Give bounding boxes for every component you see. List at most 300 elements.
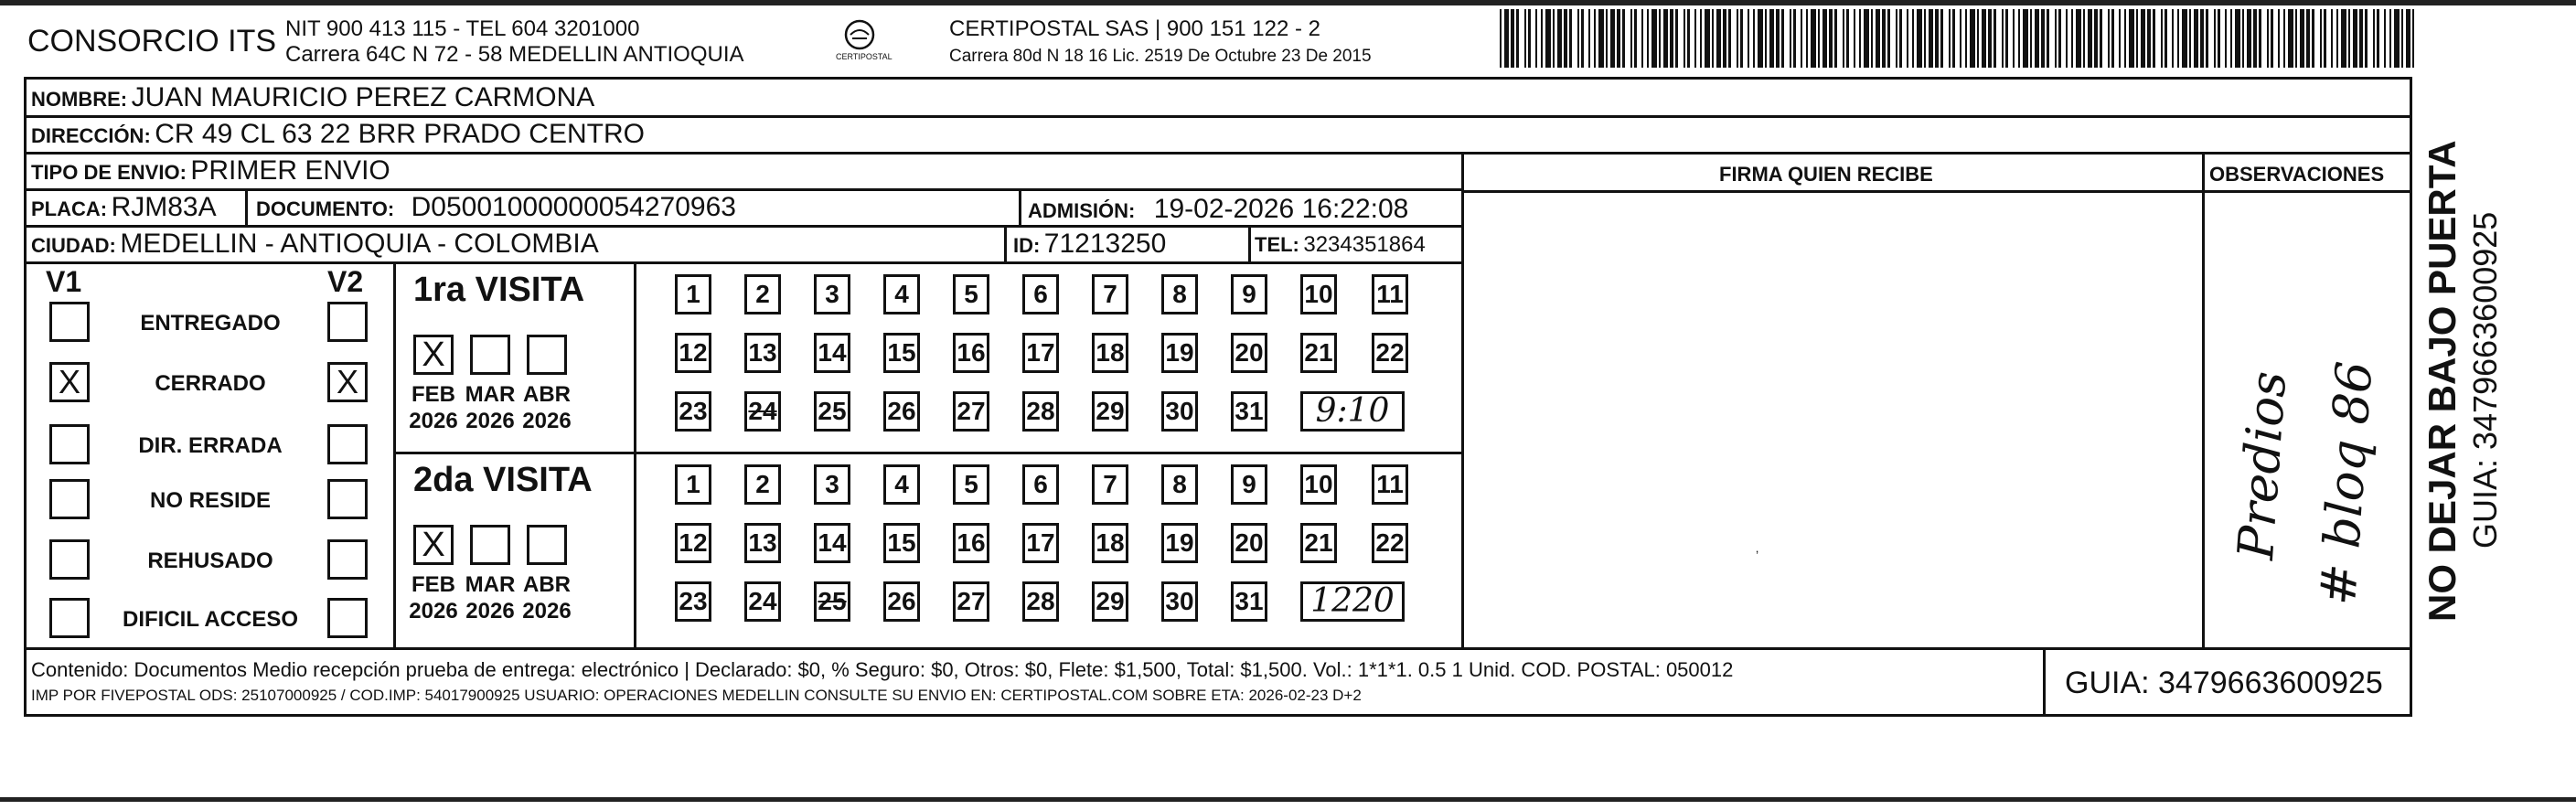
- barcode-bar: [1553, 9, 1555, 68]
- barcode-bar: [2377, 9, 2379, 68]
- barcode-bar: [1811, 9, 1816, 68]
- day-box[interactable]: 11: [1372, 464, 1408, 505]
- barcode-bar: [2182, 9, 2187, 68]
- barcode-bar: [1765, 9, 1767, 68]
- day-box[interactable]: 8: [1161, 464, 1198, 505]
- barcode-bar: [1940, 9, 1943, 68]
- rule: [1004, 225, 1007, 261]
- barcode-bar: [1965, 9, 1967, 68]
- barcode-bar: [1541, 9, 1543, 68]
- barcode-bar: [1641, 9, 1643, 68]
- barcode-bar: [1854, 9, 1855, 68]
- barcode-bar: [2384, 9, 2386, 68]
- barcode-bar: [1929, 9, 1933, 68]
- barcode-bar: [2124, 9, 2126, 68]
- barcode-bar: [1606, 9, 1608, 68]
- tipo-row: [31, 157, 390, 185]
- certipostal-logo-icon: [832, 18, 893, 66]
- barcode-bar: [1687, 9, 1690, 68]
- day-box[interactable]: 8: [1161, 274, 1198, 314]
- v1-checkbox[interactable]: X: [49, 362, 90, 402]
- barcode-bar: [2359, 9, 2363, 68]
- barcode-bar: [1670, 9, 1673, 68]
- barcode-bar: [1581, 9, 1584, 68]
- status-label: NO RESIDE: [149, 488, 272, 513]
- day-box[interactable]: 18: [1092, 333, 1128, 373]
- visit-title: 1ra VISITA: [413, 271, 585, 309]
- barcode-bar: [2331, 9, 2333, 68]
- day-box[interactable]: 23: [675, 581, 711, 622]
- barcode-bar: [2035, 9, 2039, 68]
- rule: [24, 261, 1461, 264]
- barcode-bar: [1545, 9, 1551, 68]
- barcode-bar: [1647, 9, 1649, 68]
- admision-value: 19-02-2026 16:22:08: [1153, 194, 1409, 224]
- month-checkbox[interactable]: X: [413, 525, 454, 565]
- barcode-bar: [1753, 9, 1755, 68]
- day-box[interactable]: 6: [1022, 274, 1059, 314]
- barcode-bar: [1846, 9, 1849, 68]
- barcode-bar: [2088, 9, 2092, 68]
- month-name: FEB: [412, 572, 455, 597]
- rule: [634, 261, 636, 647]
- barcode-bar: [1907, 9, 1908, 68]
- barcode-bar: [1516, 9, 1519, 68]
- tel-value: 3234351864: [1303, 232, 1426, 257]
- footer-guia: GUIA: 3479663600925: [2065, 666, 2383, 700]
- barcode-bar: [2320, 9, 2322, 68]
- bottom-edge: [0, 797, 2576, 802]
- barcode-bar: [2055, 9, 2057, 68]
- v2-checkbox[interactable]: [327, 424, 368, 464]
- nombre-row: [31, 84, 594, 112]
- barcode-bar: [1723, 9, 1726, 68]
- month-name: FEB: [412, 382, 455, 407]
- day-box[interactable]: 4: [883, 464, 920, 505]
- barcode-bar: [2235, 9, 2240, 68]
- day-box[interactable]: 14: [814, 333, 850, 373]
- barcode-bar: [1504, 9, 1509, 68]
- month-name: ABR: [523, 572, 571, 597]
- day-box[interactable]: 16: [953, 523, 989, 563]
- company-name: CONSORCIO ITS: [27, 24, 277, 59]
- month-name: ABR: [523, 382, 571, 407]
- v1-checkbox[interactable]: [49, 479, 90, 519]
- barcode-bar: [1737, 9, 1738, 68]
- visit-title: 2da VISITA: [413, 461, 593, 499]
- barcode-bar: [1896, 9, 1897, 68]
- company-address: Carrera 64C N 72 - 58 MEDELLIN ANTIOQUIA: [285, 42, 744, 67]
- carrier-name: CERTIPOSTAL SAS | 900 151 122 - 2: [949, 16, 1320, 41]
- barcode-bar: [2288, 9, 2293, 68]
- barcode-bar: [1535, 9, 1537, 68]
- day-box[interactable]: 4: [883, 274, 920, 314]
- barcode-bar: [1594, 9, 1596, 68]
- barcode-bar: [2206, 9, 2208, 68]
- barcode-bar: [1949, 9, 1951, 68]
- day-box[interactable]: 31: [1231, 391, 1267, 432]
- admision-label: ADMISIÓN:: [1028, 199, 1136, 222]
- day-box[interactable]: 12: [675, 523, 711, 563]
- month-label: [463, 382, 518, 435]
- barcode-bar: [2119, 9, 2121, 68]
- placa-label: PLACA:: [31, 197, 108, 220]
- barcode-bar: [1758, 9, 1763, 68]
- day-box[interactable]: 5: [953, 274, 989, 314]
- status-label: REHUSADO: [147, 549, 273, 573]
- day-box[interactable]: 15: [883, 333, 920, 373]
- day-box[interactable]: 13: [744, 333, 781, 373]
- day-box[interactable]: 27: [953, 581, 989, 622]
- barcode-bar: [2129, 9, 2134, 68]
- day-box[interactable]: 15: [883, 523, 920, 563]
- day-box[interactable]: 24: [744, 391, 781, 432]
- documento-value: D05001000000054270963: [411, 192, 736, 222]
- month-year: 2026: [409, 408, 458, 433]
- month-label: [406, 572, 461, 625]
- rule: [24, 647, 2412, 650]
- rule: [24, 115, 2412, 118]
- barcode-bar: [1993, 9, 1996, 68]
- month-label: [463, 572, 518, 625]
- barcode-bar: [2023, 9, 2028, 68]
- month-year: 2026: [522, 408, 572, 433]
- id-label: ID:: [1013, 234, 1041, 257]
- barcode-bar: [1912, 9, 1914, 68]
- barcode-bar: [2401, 9, 2403, 68]
- day-box[interactable]: 28: [1022, 581, 1059, 622]
- day-box[interactable]: 28: [1022, 391, 1059, 432]
- barcode-bar: [1598, 9, 1604, 68]
- day-box[interactable]: 25: [814, 581, 850, 622]
- barcode-bar: [1970, 9, 1975, 68]
- barcode-bar: [1663, 9, 1668, 68]
- day-box[interactable]: 22: [1372, 523, 1408, 563]
- barcode-bar: [2200, 9, 2204, 68]
- v2-checkbox[interactable]: [327, 479, 368, 519]
- barcode-bar: [2306, 9, 2310, 68]
- barcode-bar: [2336, 9, 2338, 68]
- barcode-bar: [1776, 9, 1780, 68]
- barcode-bar: [2083, 9, 2085, 68]
- day-box[interactable]: 18: [1092, 523, 1128, 563]
- day-box[interactable]: 20: [1231, 523, 1267, 563]
- barcode-bar: [1781, 9, 1784, 68]
- barcode-bar: [2253, 9, 2257, 68]
- day-box[interactable]: 5: [953, 464, 989, 505]
- day-box[interactable]: 14: [814, 523, 850, 563]
- v1-checkbox[interactable]: [49, 598, 90, 638]
- day-box[interactable]: 17: [1022, 523, 1059, 563]
- admision-row: [1028, 196, 1408, 223]
- status-label: DIR. ERRADA: [138, 433, 283, 458]
- barcode-bar: [2230, 9, 2232, 68]
- barcode-bar: [2194, 9, 2198, 68]
- day-box[interactable]: 7: [1092, 464, 1128, 505]
- barcode-bar: [2002, 9, 2004, 68]
- day-box[interactable]: 21: [1300, 333, 1337, 373]
- barcode-bar: [1818, 9, 1820, 68]
- barcode-bar: [1790, 9, 1791, 68]
- day-box[interactable]: 24: [744, 581, 781, 622]
- rule: [245, 188, 248, 225]
- barcode-bar: [1634, 9, 1637, 68]
- rule: [1019, 188, 1021, 225]
- barcode-bar: [2047, 9, 2049, 68]
- placa-row: [31, 194, 217, 221]
- firma-header: FIRMA QUIEN RECIBE: [1719, 163, 1933, 186]
- barcode-bar: [2218, 9, 2220, 68]
- barcode-bar: [1705, 9, 1710, 68]
- barcode-bar: [2214, 9, 2216, 68]
- day-box[interactable]: 13: [744, 523, 781, 563]
- barcode-bar: [2030, 9, 2032, 68]
- id-value: 71213250: [1043, 229, 1167, 259]
- tel-label: TEL:: [1255, 233, 1299, 256]
- barcode-bar: [2076, 9, 2081, 68]
- month-year: 2026: [465, 598, 515, 623]
- barcode-bar: [1793, 9, 1796, 68]
- no-dejar-bajo-puerta: NO DEJAR BAJO PUERTA: [2421, 140, 2464, 622]
- barcode-bar: [2242, 9, 2244, 68]
- direccion-row: [31, 121, 645, 148]
- logo-caption: CERTIPOSTAL: [836, 52, 893, 61]
- barcode-bar: [1899, 9, 1902, 68]
- handwritten-time: 1220: [1300, 581, 1405, 622]
- day-box[interactable]: 26: [883, 391, 920, 432]
- rule: [2043, 647, 2046, 717]
- barcode-bar: [1960, 9, 1961, 68]
- barcode-bar: [1524, 9, 1526, 68]
- rule: [24, 152, 2412, 155]
- barcode-bar: [1876, 9, 1880, 68]
- barcode-bar: [2373, 9, 2375, 68]
- day-box[interactable]: 9: [1231, 464, 1267, 505]
- day-box[interactable]: 7: [1092, 274, 1128, 314]
- barcode-bar: [1712, 9, 1714, 68]
- barcode-bar: [1728, 9, 1731, 68]
- rule: [24, 225, 1461, 228]
- barcode-bar: [2189, 9, 2191, 68]
- barcode-bar: [1859, 9, 1861, 68]
- day-box[interactable]: 19: [1161, 333, 1198, 373]
- barcode-bar: [1675, 9, 1678, 68]
- documento-label: DOCUMENTO:: [256, 197, 395, 220]
- ciudad-value: MEDELLIN - ANTIOQUIA - COLOMBIA: [120, 229, 599, 259]
- day-box[interactable]: 27: [953, 391, 989, 432]
- barcode-bar: [1716, 9, 1721, 68]
- month-year: 2026: [465, 408, 515, 433]
- month-label: [519, 382, 574, 435]
- barcode-bar: [2283, 9, 2285, 68]
- month-year: 2026: [522, 598, 572, 623]
- day-box[interactable]: 11: [1372, 274, 1408, 314]
- barcode-bar: [2353, 9, 2357, 68]
- barcode-bar: [1822, 9, 1827, 68]
- barcode-bar: [1864, 9, 1869, 68]
- barcode-bar: [2177, 9, 2179, 68]
- v2-checkbox[interactable]: [327, 302, 368, 342]
- barcode-bar: [1977, 9, 1979, 68]
- status-label: DIFICIL ACCESO: [122, 607, 298, 632]
- barcode-bar: [2136, 9, 2138, 68]
- v1-checkbox[interactable]: [49, 424, 90, 464]
- barcode-bar: [1569, 9, 1572, 68]
- barcode-bar: [2066, 9, 2068, 68]
- barcode-bar: [2225, 9, 2227, 68]
- v2-checkbox[interactable]: [327, 598, 368, 638]
- v1-checkbox[interactable]: [49, 302, 90, 342]
- month-checkbox[interactable]: [527, 335, 567, 375]
- nombre-value: JUAN MAURICIO PEREZ CARMONA: [131, 82, 595, 112]
- barcode-bar: [1806, 9, 1808, 68]
- day-box[interactable]: 12: [675, 333, 711, 373]
- day-box[interactable]: 3: [814, 464, 850, 505]
- rule: [1461, 152, 1464, 647]
- barcode-bar: [1748, 9, 1749, 68]
- rule: [1248, 225, 1251, 261]
- barcode-bar: [2412, 9, 2414, 68]
- day-box[interactable]: 3: [814, 274, 850, 314]
- day-box[interactable]: 1: [675, 274, 711, 314]
- barcode-bar: [2300, 9, 2304, 68]
- direccion-label: DIRECCIÓN:: [31, 124, 151, 147]
- footer-contenido: Contenido: Documentos Medio recepción prueba de entrega: electrónico | Declarado: $0, % Seguro: $0, Otros: $0, Flete: $1,500, Total: $1,500. Vol.: 1*1*1. 0.5 1 Unid. COD. POSTAL: 050012: [31, 658, 1734, 681]
- barcode-bar: [2005, 9, 2008, 68]
- barcode-bar: [1871, 9, 1873, 68]
- day-box[interactable]: 21: [1300, 523, 1337, 563]
- barcode-bar: [1617, 9, 1620, 68]
- barcode-bar: [2259, 9, 2261, 68]
- observation-handwriting-1: Predios: [2227, 368, 2298, 562]
- barcode-bar: [1801, 9, 1802, 68]
- barcode-bar: [1882, 9, 1886, 68]
- barcode-bar: [2406, 9, 2410, 68]
- barcode-bar: [1700, 9, 1702, 68]
- tipo-label: TIPO DE ENVIO:: [31, 161, 187, 184]
- barcode-bar: [1952, 9, 1955, 68]
- barcode-bar: [2071, 9, 2073, 68]
- day-box[interactable]: 2: [744, 274, 781, 314]
- day-box[interactable]: 31: [1231, 581, 1267, 622]
- barcode-bar: [2111, 9, 2114, 68]
- barcode-bar: [2324, 9, 2326, 68]
- observation-handwriting-2: # bloq 86: [2309, 359, 2384, 608]
- day-box[interactable]: 23: [675, 391, 711, 432]
- barcode-bar: [2153, 9, 2155, 68]
- barcode-bar: [1694, 9, 1696, 68]
- barcode-bar: [2094, 9, 2098, 68]
- day-box[interactable]: 25: [814, 391, 850, 432]
- barcode-bar: [2247, 9, 2251, 68]
- barcode-bar: [1577, 9, 1579, 68]
- barcode-bar: [2172, 9, 2174, 68]
- barcode-bar: [1630, 9, 1632, 68]
- barcode-bar: [2348, 9, 2350, 68]
- barcode-bar: [1924, 9, 1926, 68]
- day-box[interactable]: 26: [883, 581, 920, 622]
- barcode-bar: [2108, 9, 2110, 68]
- v1-label: V1: [46, 265, 82, 298]
- barcode-bar: [2278, 9, 2280, 68]
- month-checkbox[interactable]: [470, 525, 510, 565]
- day-box[interactable]: 1: [675, 464, 711, 505]
- barcode-bar: [2365, 9, 2368, 68]
- barcode-bar: [1935, 9, 1939, 68]
- barcode-bar: [1917, 9, 1922, 68]
- rule: [1461, 190, 2412, 193]
- barcode-bar: [2271, 9, 2273, 68]
- nombre-label: NOMBRE:: [31, 88, 128, 111]
- side-guia: GUIA: 3479663600925: [2466, 211, 2504, 549]
- month-checkbox[interactable]: X: [413, 335, 454, 375]
- barcode-bar: [1528, 9, 1531, 68]
- direccion-value: CR 49 CL 63 22 BRR PRADO CENTRO: [155, 119, 645, 149]
- barcode-bar: [2100, 9, 2102, 68]
- barcode-bar: [1610, 9, 1615, 68]
- rule: [393, 261, 396, 647]
- v1-checkbox[interactable]: [49, 539, 90, 580]
- day-box[interactable]: 17: [1022, 333, 1059, 373]
- month-label: [406, 382, 461, 435]
- day-box[interactable]: 19: [1161, 523, 1198, 563]
- month-checkbox[interactable]: [470, 335, 510, 375]
- placa-value: RJM83A: [111, 192, 217, 222]
- day-box[interactable]: 10: [1300, 464, 1337, 505]
- barcode-bar: [1651, 9, 1657, 68]
- barcode-bar: [2147, 9, 2151, 68]
- day-box[interactable]: 29: [1092, 581, 1128, 622]
- v2-checkbox[interactable]: [327, 539, 368, 580]
- barcode-bar: [2164, 9, 2167, 68]
- month-name: MAR: [465, 382, 516, 407]
- day-box[interactable]: 22: [1372, 333, 1408, 373]
- barcode-bar: [2058, 9, 2061, 68]
- footer-imp: IMP POR FIVEPOSTAL ODS: 25107000925 / COD.IMP: 54017900925 USUARIO: OPERACIONES MEDELLIN CONSULTE SU ENVIO EN: CERTIPOSTAL.COM SOBRE ETA: 2026-02-23 D+2: [31, 687, 1362, 704]
- barcode-bar: [2013, 9, 2015, 68]
- barcode-bar: [1500, 9, 1502, 68]
- day-box[interactable]: 9: [1231, 274, 1267, 314]
- barcode-bar: [1988, 9, 1992, 68]
- month-checkbox[interactable]: [527, 525, 567, 565]
- barcode-bar: [2312, 9, 2314, 68]
- ciudad-label: CIUDAD:: [31, 234, 116, 257]
- day-box[interactable]: 30: [1161, 391, 1198, 432]
- tipo-value: PRIMER ENVIO: [190, 155, 390, 186]
- day-box[interactable]: 16: [953, 333, 989, 373]
- barcode-bar: [1622, 9, 1625, 68]
- status-label: CERRADO: [155, 371, 266, 396]
- carrier-license: Carrera 80d N 18 16 Lic. 2519 De Octubre 23 De 2015: [949, 47, 1372, 66]
- day-box[interactable]: 30: [1161, 581, 1198, 622]
- month-year: 2026: [409, 598, 458, 623]
- barcode-bar: [1982, 9, 1986, 68]
- day-box[interactable]: 10: [1300, 274, 1337, 314]
- v2-checkbox[interactable]: X: [327, 362, 368, 402]
- month-label: [519, 572, 574, 625]
- barcode-bar: [1588, 9, 1590, 68]
- day-box[interactable]: 29: [1092, 391, 1128, 432]
- rule: [24, 188, 1461, 191]
- barcode-bar: [2041, 9, 2045, 68]
- barcode-bar: [2341, 9, 2346, 68]
- day-box[interactable]: 6: [1022, 464, 1059, 505]
- top-edge: [0, 0, 2576, 5]
- day-box[interactable]: 2: [744, 464, 781, 505]
- barcode-bar: [2267, 9, 2269, 68]
- documento-row: [256, 194, 736, 221]
- day-box[interactable]: 20: [1231, 333, 1267, 373]
